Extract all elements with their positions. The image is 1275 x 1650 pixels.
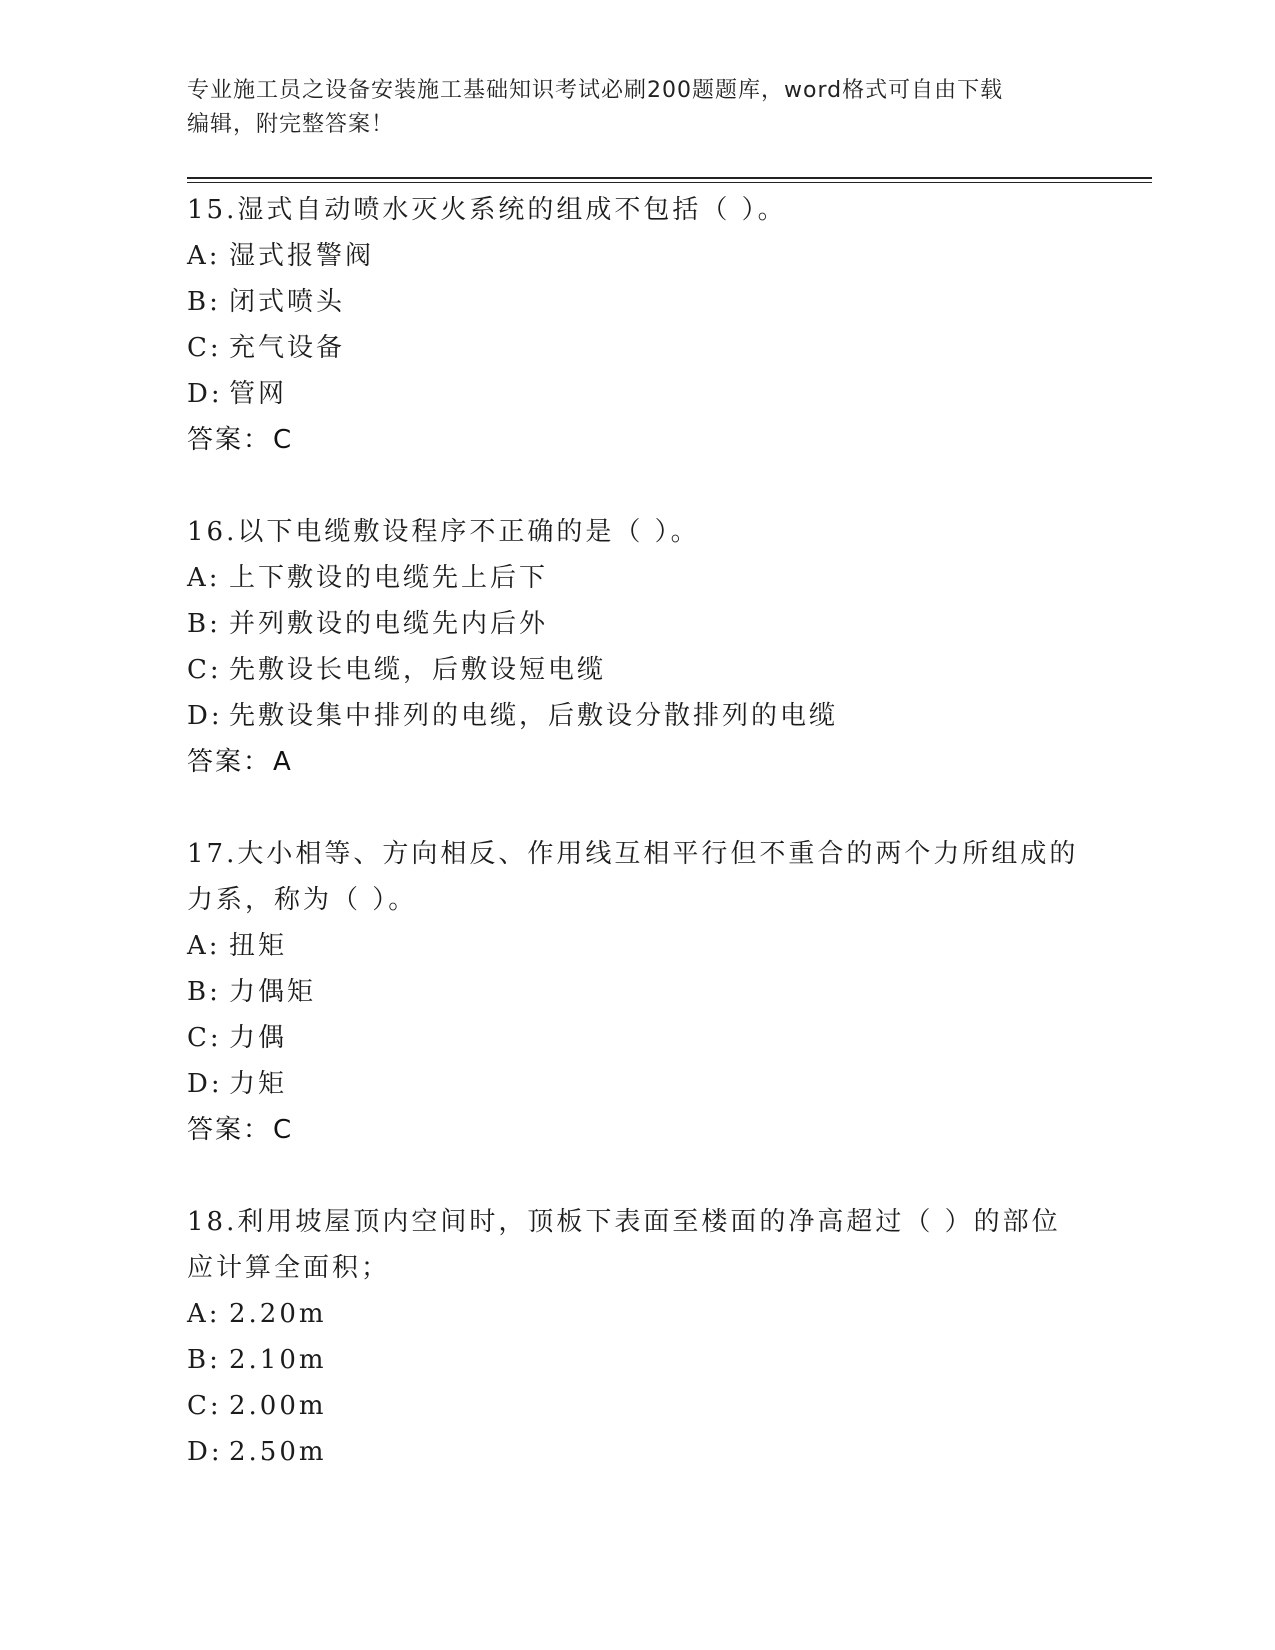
option-label: D: [187, 1069, 223, 1099]
option-text: 并列敷设的电缆先内后外 [229, 609, 549, 639]
option-text: 2.50m [229, 1437, 327, 1467]
question-15 [187, 187, 1087, 463]
option-text: 充气设备 [229, 333, 346, 363]
option-text: 力偶矩 [229, 977, 317, 1007]
option-c [187, 647, 1087, 693]
option-a [187, 555, 1087, 601]
option-text: 先敷设长电缆，后敷设短电缆 [229, 655, 607, 685]
answer-line [187, 417, 1087, 463]
option-label: D: [187, 1437, 223, 1467]
header-divider-thick [187, 177, 1152, 179]
option-label: B: [187, 1345, 221, 1375]
option-b [187, 279, 1087, 325]
document-header [187, 74, 1087, 142]
option-text: 2.20m [229, 1299, 327, 1329]
option-text: 管网 [229, 379, 288, 409]
option-text: 闭式喷头 [229, 287, 346, 317]
question-stem: 16.以下电缆敷设程序不正确的是（ ）。 [187, 517, 700, 547]
answer-line [187, 739, 1087, 785]
answer-label: 答案： [187, 425, 272, 455]
option-label: A: [187, 241, 221, 271]
header-line-1: 专业施工员之设备安装施工基础知识考试必刷200题题库，word格式可自由下载 [187, 78, 1004, 103]
header-line-2: 编辑，附完整答案！ [187, 112, 395, 137]
option-label: A: [187, 1299, 221, 1329]
option-b [187, 601, 1087, 647]
option-d [187, 371, 1087, 417]
option-c [187, 1383, 1087, 1429]
option-label: D: [187, 379, 223, 409]
option-c [187, 325, 1087, 371]
option-text: 力偶 [229, 1023, 288, 1053]
option-text: 2.10m [229, 1345, 327, 1375]
question-stem-line-2: 应计算全面积； [187, 1253, 391, 1283]
question-stem-line-1: 18.利用坡屋顶内空间时，顶板下表面至楼面的净高超过（ ）的部位 [187, 1207, 1061, 1237]
option-label: C: [187, 1023, 222, 1053]
option-a [187, 923, 1087, 969]
option-label: B: [187, 287, 221, 317]
option-label: C: [187, 333, 222, 363]
question-17 [187, 831, 1087, 1153]
answer-line [187, 1107, 1087, 1153]
question-stem-line-1: 17.大小相等、方向相反、作用线互相平行但不重合的两个力所组成的 [187, 839, 1079, 869]
option-label: C: [187, 655, 222, 685]
option-c [187, 1015, 1087, 1061]
question-18 [187, 1199, 1087, 1475]
question-stem: 15.湿式自动喷水灭火系统的组成不包括（ ）。 [187, 195, 787, 225]
option-label: A: [187, 563, 221, 593]
answer-label: 答案： [187, 1115, 272, 1145]
answer-value: C [273, 425, 294, 455]
option-label: C: [187, 1391, 222, 1421]
option-text: 先敷设集中排列的电缆，后敷设分散排列的电缆 [229, 701, 839, 731]
option-b [187, 1337, 1087, 1383]
option-label: B: [187, 609, 221, 639]
option-text: 上下敷设的电缆先上后下 [229, 563, 549, 593]
option-d [187, 693, 1087, 739]
option-text: 湿式报警阀 [229, 241, 375, 271]
option-a [187, 233, 1087, 279]
option-a [187, 1291, 1087, 1337]
question-list [187, 187, 1087, 1521]
answer-label: 答案： [187, 747, 272, 777]
option-d [187, 1061, 1087, 1107]
answer-value: C [273, 1115, 294, 1145]
question-16 [187, 509, 1087, 785]
answer-value: A [273, 747, 293, 777]
header-divider-thin [187, 182, 1152, 183]
question-stem-line-2: 力系，称为（ ）。 [187, 885, 418, 915]
option-text: 力矩 [229, 1069, 288, 1099]
option-label: D: [187, 701, 223, 731]
option-text: 2.00m [229, 1391, 327, 1421]
option-d [187, 1429, 1087, 1475]
option-label: A: [187, 931, 221, 961]
option-b [187, 969, 1087, 1015]
option-text: 扭矩 [229, 931, 288, 961]
option-label: B: [187, 977, 221, 1007]
